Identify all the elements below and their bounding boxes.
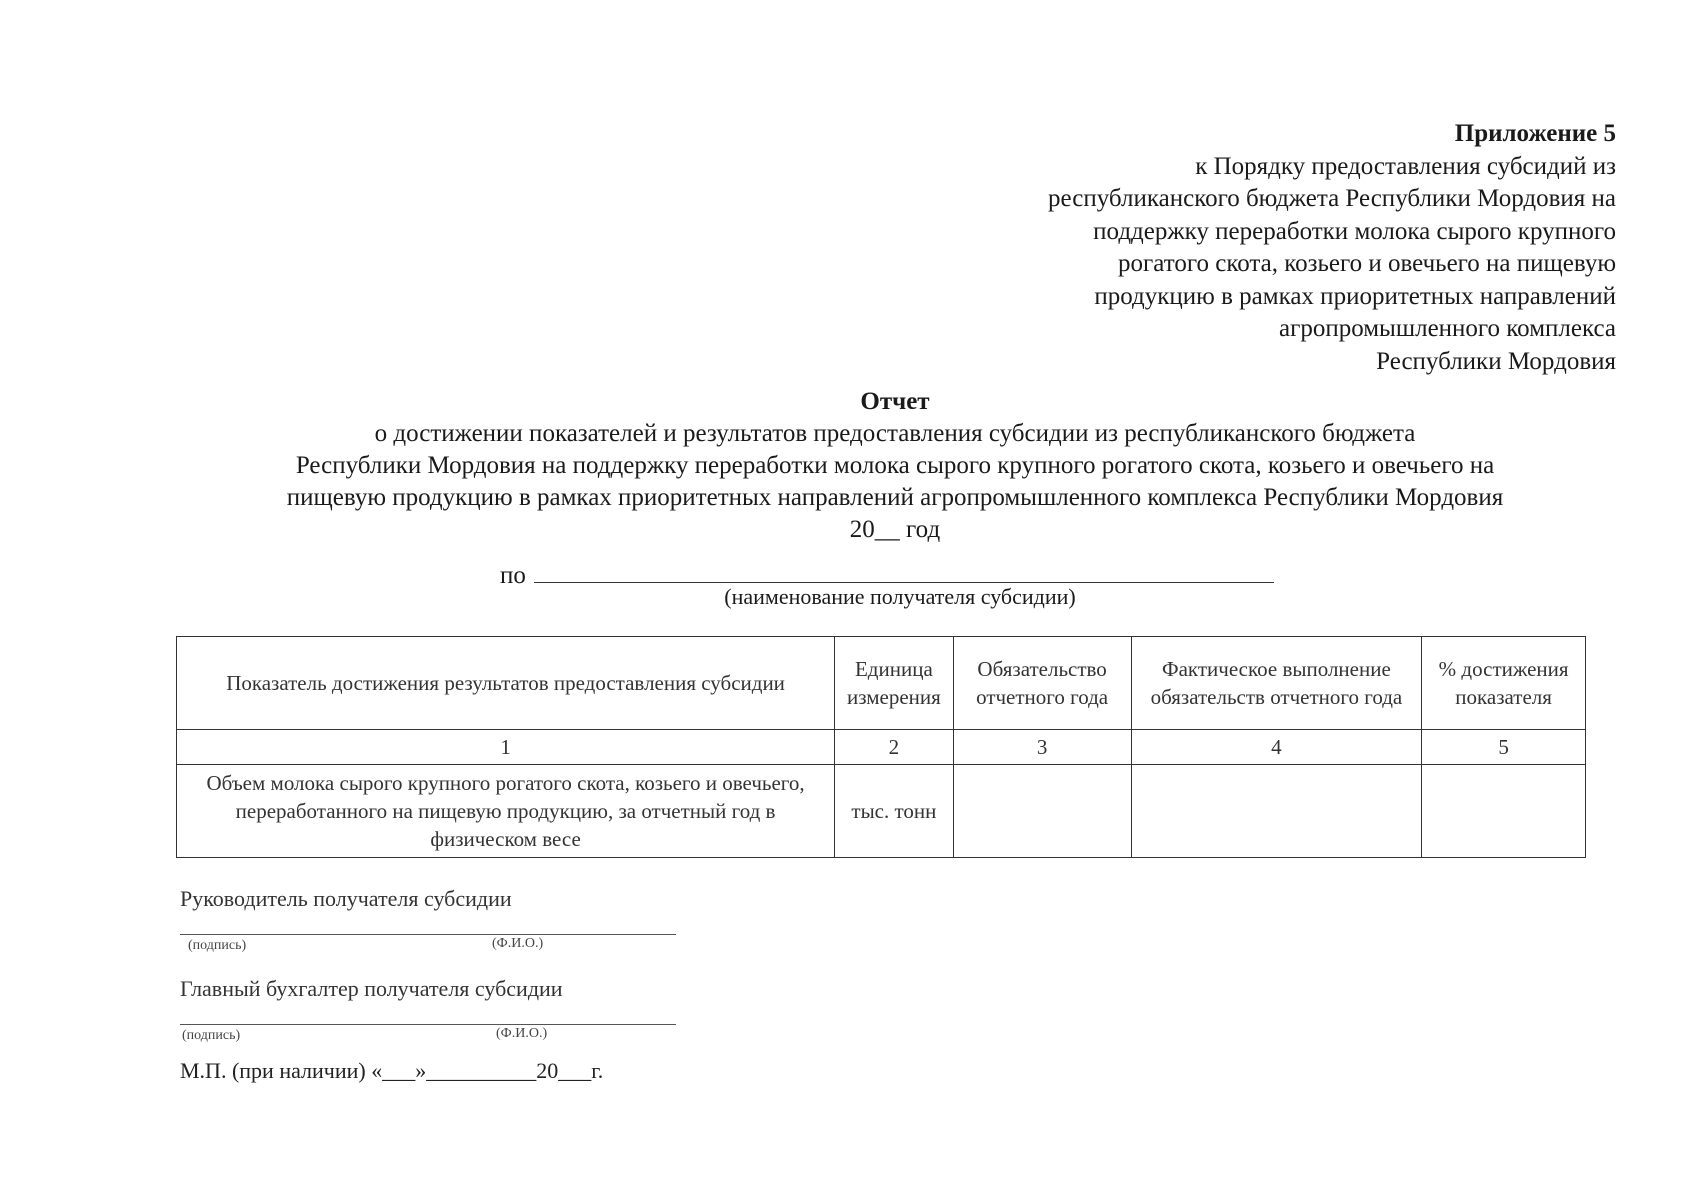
appendix-line: республиканского бюджета Республики Мордовия на	[1048, 185, 1616, 212]
cell-indicator: Объем молока сырого крупного рогатого скота, козьего и овечьего, переработанного на пищевую продукцию, за отчетный год в физическом весе	[177, 765, 835, 858]
column-number: 4	[1131, 730, 1422, 765]
appendix-line: продукцию в рамках приоритетных направлений	[1094, 282, 1616, 310]
head-signature-line[interactable]	[180, 934, 676, 935]
report-subtitle-line: пищевую продукцию в рамках приоритетных направлений агропромышленного комплекса Республики Мордовия	[286, 484, 1504, 511]
report-title: Отчет	[860, 388, 930, 415]
recipient-caption: (наименование получателя субсидии)	[724, 584, 1076, 609]
appendix-line: Республики Мордовия	[1376, 347, 1616, 375]
table-number-row	[177, 730, 1586, 765]
accountant-signature-line[interactable]	[180, 1024, 676, 1025]
appendix-line: поддержку переработки молока сырого крупного	[1093, 217, 1616, 245]
recipient-blank-line[interactable]	[534, 556, 1274, 583]
report-year: 20__ год	[849, 516, 941, 543]
cell-percent[interactable]	[1422, 765, 1586, 858]
column-number: 2	[835, 730, 954, 765]
report-table	[176, 636, 1586, 858]
appendix-line: к Порядку предоставления субсидий из	[1195, 152, 1616, 180]
appendix-block	[856, 118, 1616, 378]
column-number: 5	[1422, 730, 1586, 765]
column-number: 3	[953, 730, 1131, 765]
accountant-name-caption: (Ф.И.О.)	[496, 1026, 548, 1041]
report-subtitle	[0, 418, 1708, 546]
head-sign-caption: (подпись)	[188, 938, 247, 953]
column-number: 1	[177, 730, 835, 765]
header-unit: Единица измерения	[835, 637, 954, 730]
head-name-caption: (Ф.И.О.)	[492, 936, 544, 951]
stamp-date-line: М.П. (при наличии) «___»__________20___г.	[180, 1058, 604, 1083]
cell-obligation[interactable]	[953, 765, 1131, 858]
head-signature-label: Руководитель получателя субсидии	[180, 886, 512, 911]
appendix-line: агропромышленного комплекса	[1278, 315, 1616, 342]
table-header-row	[177, 637, 1586, 730]
appendix-title: Приложение 5	[1454, 120, 1616, 147]
table-row	[177, 765, 1586, 858]
report-subtitle-line: о достижении показателей и результатов предоставления субсидии из республиканского бюджета	[374, 420, 1416, 447]
cell-unit: тыс. тонн	[835, 765, 954, 858]
recipient-prefix: по	[500, 562, 526, 589]
cell-actual[interactable]	[1131, 765, 1422, 858]
accountant-sign-caption: (подпись)	[182, 1028, 241, 1043]
accountant-signature-label: Главный бухгалтер получателя субсидии	[180, 976, 563, 1001]
header-actual: Фактическое выполнение обязательств отчетного года	[1131, 637, 1422, 730]
header-indicator: Показатель достижения результатов предоставления субсидии	[177, 637, 835, 730]
header-obligation: Обязательство отчетного года	[953, 637, 1131, 730]
report-subtitle-line: Республики Мордовия на поддержку переработки молока сырого крупного рогатого скота, козьего и овечьего на	[295, 452, 1495, 479]
appendix-line: рогатого скота, козьего и овечьего на пищевую	[1118, 250, 1616, 277]
header-percent: % достижения показателя	[1422, 637, 1586, 730]
